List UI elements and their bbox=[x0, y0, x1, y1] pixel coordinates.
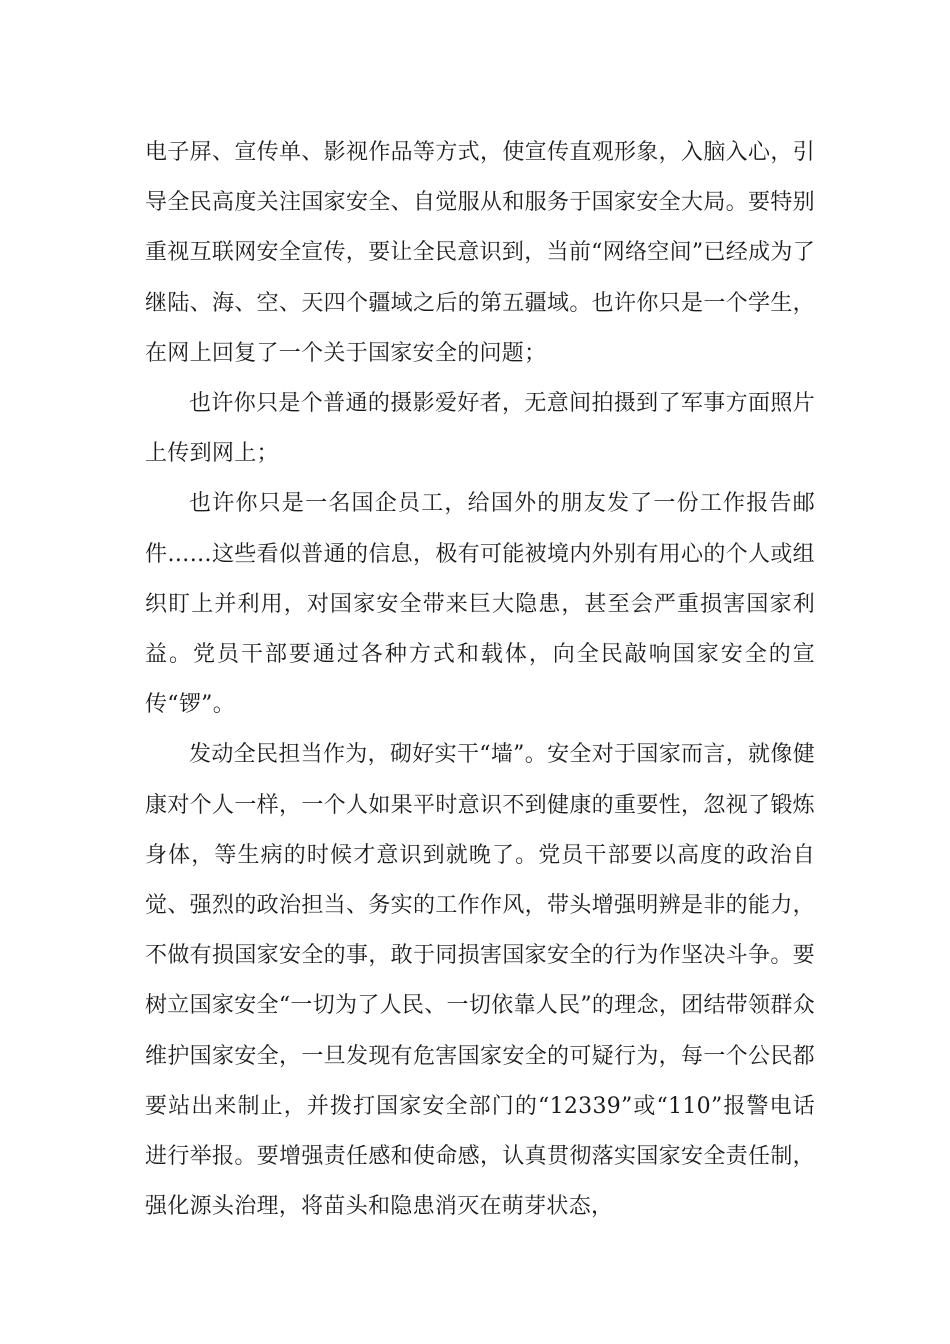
paragraph-1: 电子屏、宣传单、影视作品等方式，使宣传直观形象，入脑入心，引导全民高度关注国家安全、自觉服从和服务于国家安全大局。要特别重视互联网安全宣传，要让全民意识到，当前“网络空间”已经成为了继陆、海、空、天四个疆域之后的第五疆域。也许你只是一个学生，在网上回复了一个关于国家安全的问题； bbox=[145, 140, 815, 366]
paragraph-4: 发动全民担当作为，砌好实干“墙”。安全对于国家而言，就像健康对个人一样，一个人如果平时意识不到健康的重要性，忽视了锻炼身体，等生病的时候才意识到就晚了。党员干部要以高度的政治自觉、强烈的政治担当、务实的工作作风，带头增强明辨是非的能力，不做有损国家安全的事，敢于同损害国家安全的行为作坚决斗争。要树立国家安全“一切为了人民、一切依靠人民”的理念，团结带领群众维护国家安全，一旦发现有危害国家安全的可疑行为，每一个公民都要站出来制止，并拨打国家安全部门的“12339”或“110”报警电话进行举报。要增强责任感和使命感，认真贯彻落实国家安全责任制，强化源头治理，将苗头和隐患消灭在萌芽状态， bbox=[145, 742, 815, 1220]
paragraph-2: 也许你只是个普通的摄影爱好者，无意间拍摄到了军事方面照片上传到网上； bbox=[145, 391, 815, 467]
paragraph-3: 也许你只是一名国企员工，给国外的朋友发了一份工作报告邮件……这些看似普通的信息，极有可能被境内外别有用心的个人或组织盯上并利用，对国家安全带来巨大隐患，甚至会严重损害国家利益。党员干部要通过各种方式和载体，向全民敲响国家安全的宣传“锣”。 bbox=[145, 491, 815, 718]
document-body bbox=[145, 128, 815, 1232]
